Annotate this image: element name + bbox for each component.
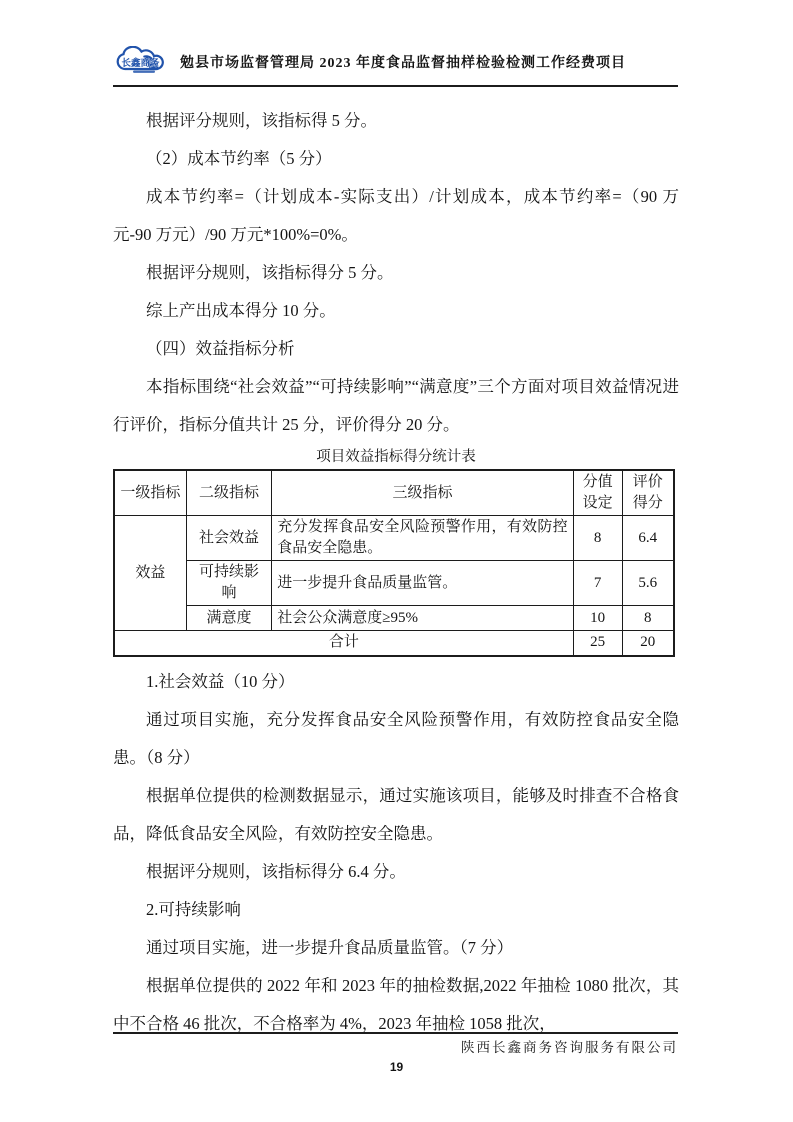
- benefit-score-table: [113, 469, 675, 657]
- section-heading: 2.可持续影响: [146, 899, 241, 919]
- table-header-row: [114, 470, 674, 516]
- paragraph: 本指标围绕“社会效益”“可持续影响”“满意度”三个方面对项目效益情况进行评价，指标分值共计 25 分，评价得分 20 分。: [113, 377, 679, 434]
- page-number: 19: [389, 1060, 404, 1074]
- paragraph: 根据单位提供的检测数据显示，通过实施该项目，能够及时排查不合格食品，降低食品安全风险，有效防控安全隐患。: [113, 785, 679, 843]
- table-header-level2: 二级指标: [186, 470, 272, 516]
- paragraph: 通过项目实施，进一步提升食品质量监管。（7 分）: [146, 937, 514, 957]
- cell-score-got: 5.6: [622, 561, 674, 606]
- paragraph: 根据单位提供的 2022 年和 2023 年的抽检数据,2022 年抽检 1080 批次，其中不合格 46 批次，不合格率为 4%，2023 年抽检 1058 批次，: [113, 975, 679, 1033]
- section-heading: （四）效益指标分析: [146, 339, 295, 358]
- cell-level1: 效益: [114, 516, 186, 631]
- cell-total-score-set: 25: [573, 631, 622, 656]
- table-header-score-set: 分值设定: [573, 470, 622, 516]
- table-row: [114, 561, 674, 606]
- cell-total-label: 合计: [114, 631, 573, 656]
- table-total-row: [114, 631, 674, 656]
- table-title: 项目效益指标得分统计表: [316, 449, 476, 465]
- paragraph: （2）成本节约率（5 分）: [146, 149, 332, 168]
- table-row: [114, 516, 674, 561]
- cell-level2: 满意度: [186, 606, 272, 631]
- paragraph: 成本节约率=（计划成本-实际支出）/计划成本，成本节约率=（90 万元-90 万元）/90 万元*100%=0%。: [113, 187, 679, 244]
- cell-level2: 可持续影响: [186, 561, 272, 606]
- cell-level3: 社会公众满意度≥95%: [272, 606, 573, 631]
- table-header-level3: 三级指标: [272, 470, 573, 516]
- cell-level2: 社会效益: [186, 516, 272, 561]
- cell-score-set: 7: [573, 561, 622, 606]
- cell-score-set: 10: [573, 606, 622, 631]
- cloud-logo-icon: [113, 46, 167, 78]
- cell-score-got: 6.4: [622, 516, 674, 561]
- cell-score-set: 8: [573, 516, 622, 561]
- cell-total-score-got: 20: [622, 631, 674, 656]
- company-logo: [113, 46, 167, 78]
- paragraph: 综上产出成本得分 10 分。: [146, 301, 336, 320]
- cell-score-got: 8: [622, 606, 674, 631]
- paragraph: 根据评分规则，该指标得分 6.4 分。: [146, 861, 406, 881]
- paragraph: 通过项目实施，充分发挥食品安全风险预警作用，有效防控食品安全隐患。（8 分）: [113, 709, 679, 767]
- table-row: [114, 606, 674, 631]
- footer-divider: [113, 1032, 678, 1034]
- page-header: [113, 46, 678, 87]
- paragraph: 根据评分规则，该指标得分 5 分。: [146, 263, 394, 282]
- document-header-title: 勉县市场监督管理局 2023 年度食品监督抽样检验检测工作经费项目: [180, 56, 626, 71]
- footer-company-name: 陕西长鑫商务咨询服务有限公司: [461, 1040, 678, 1055]
- section-heading: 1.社会效益（10 分）: [146, 671, 295, 691]
- document-body: [113, 102, 679, 1043]
- svg-text:长鑫商务: 长鑫商务: [121, 59, 160, 69]
- paragraph: 根据评分规则，该指标得 5 分。: [146, 111, 377, 130]
- table-header-score-got: 评价得分: [622, 470, 674, 516]
- cell-level3: 进一步提升食品质量监管。: [272, 561, 573, 606]
- cell-level3: 充分发挥食品安全风险预警作用，有效防控食品安全隐患。: [272, 516, 573, 561]
- table-header-level1: 一级指标: [114, 470, 186, 516]
